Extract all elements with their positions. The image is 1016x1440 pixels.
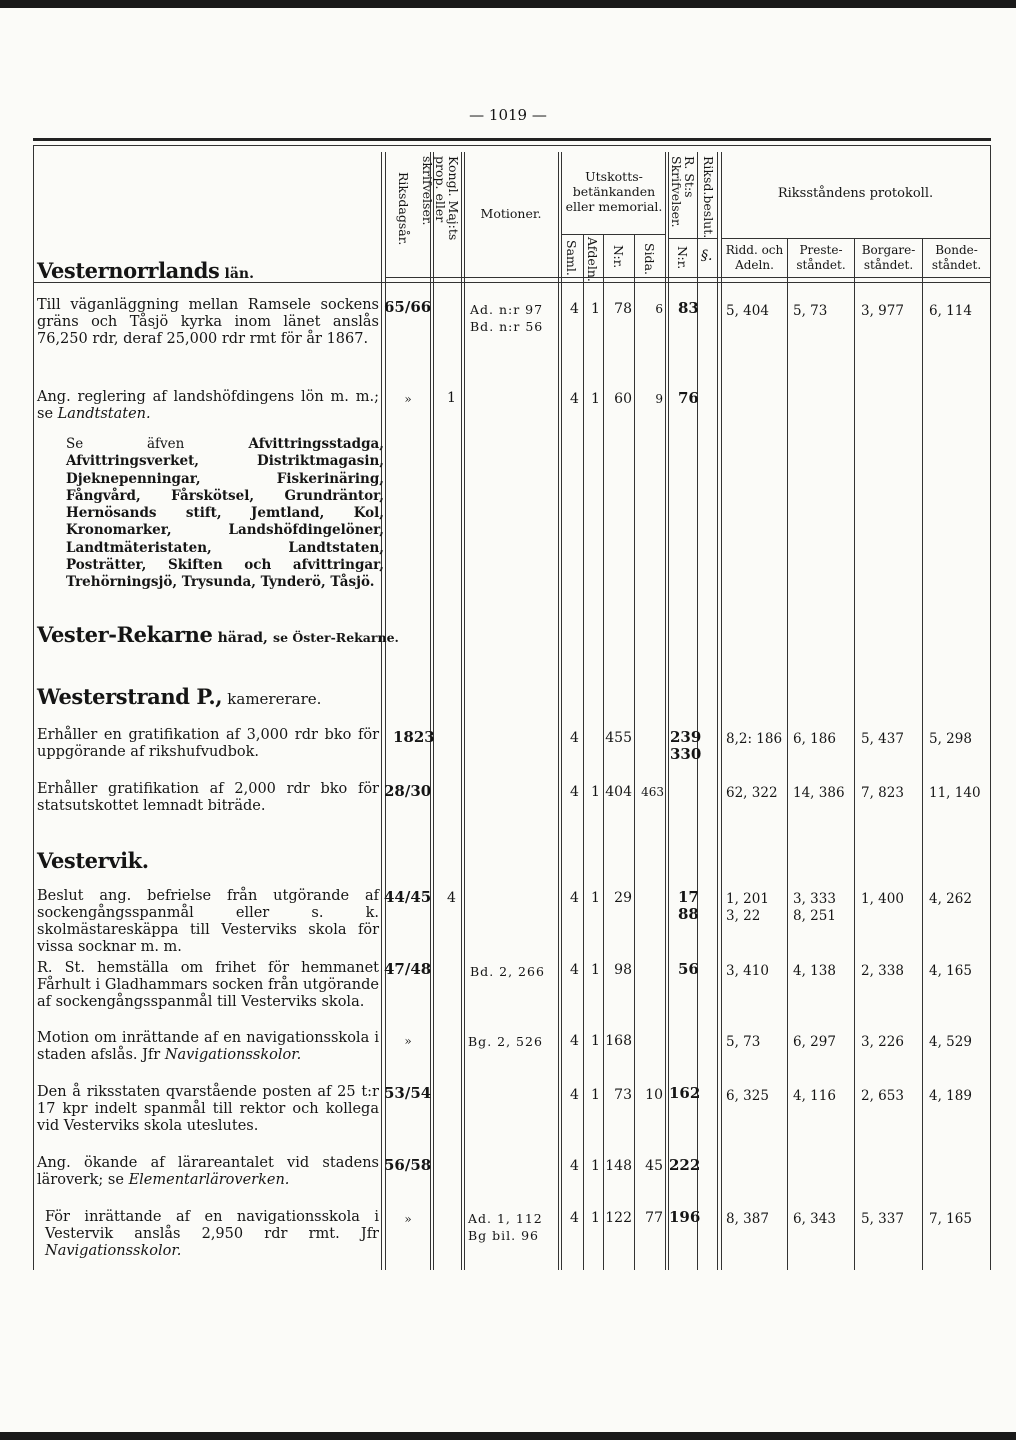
column-line: [665, 152, 666, 1270]
header-preste: Preste- ståndet.: [796, 243, 846, 272]
entry-borgare: 2, 338: [861, 963, 904, 979]
entry-afdeln: 1: [591, 1087, 600, 1103]
column-line: [33, 145, 34, 1270]
entry-saml: 4: [570, 784, 579, 800]
entry-preste: 8, 251: [793, 908, 836, 924]
header-kongl-prop: Kongl. Maj:ts prop. eller skrifvelser.: [420, 156, 461, 241]
top-scan-edge: [0, 0, 1016, 8]
header-riksdagsar: Riksdagsår.: [396, 172, 411, 246]
entry-borgare: 1, 400: [861, 891, 904, 907]
entry-preste: 3, 333: [793, 891, 836, 907]
entry-nr: 168: [605, 1033, 632, 1049]
entry-bonde: 4, 165: [929, 963, 972, 979]
entry-skrifvelse: 239: [670, 728, 702, 746]
entry-sida: 77: [645, 1210, 663, 1226]
section-title: Vesternorrlands: [37, 258, 220, 283]
section-title: Vestervik.: [37, 848, 149, 873]
entry-sida: 463: [641, 785, 664, 799]
entry-skrifvelse: 17: [678, 888, 699, 906]
entry-motion: Ad. 1, 112: [468, 1211, 543, 1226]
entry-bonde: 6, 114: [929, 303, 972, 319]
table-top-rule: [33, 138, 991, 141]
entry-ridd: 8,2: 186: [726, 731, 783, 747]
entry-ridd: 5, 73: [726, 1034, 761, 1050]
see-also-lead: Se äfven: [66, 436, 185, 452]
header-paragraph: §.: [701, 248, 713, 264]
column-line: [922, 238, 923, 1270]
entry-afdeln: 1: [591, 1210, 600, 1226]
entry-bonde: 4, 262: [929, 891, 972, 907]
entry-ridd: 3, 22: [726, 908, 761, 924]
entry-afdeln: 1: [591, 962, 600, 978]
entry-saml: 4: [570, 1158, 579, 1174]
entry-nr: 148: [605, 1158, 632, 1174]
entry-skrifvelse: 162: [669, 1084, 701, 1102]
column-line: [787, 238, 788, 1270]
entry-sida: 45: [645, 1158, 663, 1174]
entry-year: 47/48: [384, 960, 432, 978]
entry-prop: 4: [447, 890, 456, 906]
bottom-scan-edge: [0, 1432, 1016, 1440]
header-riksd-beslut: Riksd.beslut.: [701, 156, 716, 239]
table-top-rule-thin: [33, 145, 991, 146]
header-bonde: Bonde- ståndet.: [931, 243, 982, 272]
section-suffix: kamererare.: [227, 690, 322, 708]
entry-motion: Bg bil. 96: [468, 1228, 540, 1243]
entry-skrifvelse: 56: [678, 960, 699, 978]
entry-nr: 78: [614, 301, 632, 317]
entry-description: R. St. hemställa om frihet för hemmanet Fårhult i Gladhammars socken från utgörande af sockengångsspanmål till Vesterviks skola.: [37, 960, 379, 1010]
header-sida: Sida.: [642, 243, 657, 275]
entry-skrifvelse: 88: [678, 905, 699, 923]
entry-borgare: 3, 977: [861, 303, 904, 319]
section-heading-westerstrand: [37, 684, 321, 709]
entry-year: »: [404, 392, 412, 406]
column-line: [583, 234, 584, 1270]
section-title: Westerstrand P.,: [37, 684, 223, 709]
header-borgare: Borgare- ståndet.: [861, 243, 916, 272]
entry-afdeln: 1: [591, 1158, 600, 1174]
entry-preste: 5, 73: [793, 303, 828, 319]
see-also-list: Afvittringsstadga, Afvittringsverket, Distriktmagasin, Djeknepenningar, Fiskerinäring, Fångvård, Fårskötsel, Grundräntor, Hernösands stift, Jemtland, Kol, Kronomarker, Landshöfdingelöner, Landtmäteristaten, Landtstaten, Posträtter, Skiften och afvittringar, Trehörningsjö, Trysunda, Tynderö, Tåsjö.: [66, 436, 384, 591]
entry-prop: 1: [447, 390, 456, 406]
entry-motion: Bd. 2, 266: [470, 964, 545, 979]
entry-ridd: 8, 387: [726, 1211, 769, 1227]
entry-description: Den å riksstaten qvarstående posten af 25 t:r 17 kpr indelt spanmål till rektor och kollega vid Vesterviks skola uteslutes.: [37, 1084, 379, 1134]
entry-reference: Landtstaten.: [57, 406, 151, 422]
entry-text: Ang. ökande af lärareantalet vid stadens läroverk; se: [37, 1155, 379, 1188]
entry-borgare: 3, 226: [861, 1034, 904, 1050]
entry-nr: 60: [614, 391, 632, 407]
entry-nr: 29: [614, 890, 632, 906]
entry-sida: 9: [655, 392, 663, 406]
entry-description: [45, 1209, 379, 1260]
entry-bonde: 4, 189: [929, 1088, 972, 1104]
header-nr: N:r.: [611, 245, 626, 269]
entry-bonde: 5, 298: [929, 731, 972, 747]
entry-preste: 6, 186: [793, 731, 836, 747]
entry-nr: 455: [605, 730, 632, 746]
entry-year: 53/54: [384, 1084, 432, 1102]
column-line: [430, 152, 431, 1270]
entry-year: 44/45: [384, 888, 432, 906]
entry-ridd: 1, 201: [726, 891, 769, 907]
entry-year: »: [404, 1212, 412, 1226]
entry-bonde: 7, 165: [929, 1211, 972, 1227]
header-rule: [561, 234, 665, 235]
entry-afdeln: 1: [591, 784, 600, 800]
entry-nr: 98: [614, 962, 632, 978]
column-line: [433, 152, 434, 1270]
entry-borgare: 5, 437: [861, 731, 904, 747]
entry-borgare: 5, 337: [861, 1211, 904, 1227]
entry-preste: 6, 297: [793, 1034, 836, 1050]
entry-bonde: 11, 140: [929, 785, 981, 801]
entry-skrifvelse: 76: [678, 389, 699, 407]
header-saml: Saml.: [564, 240, 579, 276]
section-title: Vester-Rekarne: [37, 622, 213, 647]
section-suffix: län.: [224, 266, 254, 282]
entry-text: För inrättande af en navigationsskola i Vestervik anslås 2,950 rdr rmt. Jfr: [45, 1209, 379, 1242]
entry-motion: Bd. n:r 56: [470, 319, 544, 334]
column-line: [990, 145, 991, 1270]
entry-description: [37, 1030, 379, 1064]
entry-saml: 4: [570, 1210, 579, 1226]
entry-ridd: 5, 404: [726, 303, 769, 319]
entry-nr: 122: [605, 1210, 632, 1226]
column-line: [603, 234, 604, 1270]
entry-sida: 6: [655, 302, 663, 316]
entry-saml: 4: [570, 1087, 579, 1103]
entry-saml: 4: [570, 1033, 579, 1049]
page-number: — 1019 —: [469, 106, 547, 124]
column-line: [381, 152, 382, 1270]
header-ridd: Ridd. och Adeln.: [725, 243, 784, 272]
entry-saml: 4: [570, 890, 579, 906]
header-utskott: Utskotts- betänkanden eller memorial.: [565, 169, 663, 214]
column-line: [558, 152, 559, 1270]
entry-borgare: 7, 823: [861, 785, 904, 801]
header-bottom-rule: [385, 277, 990, 278]
column-line: [464, 152, 465, 1270]
entry-saml: 4: [570, 301, 579, 317]
entry-description: Beslut ang. befrielse från utgörande af sockengångsspanmål eller s. k. skolmästareskäppa till Vesterviks skola för vissa socknar m. m.: [37, 888, 379, 955]
column-line: [634, 234, 635, 1270]
entry-ridd: 62, 322: [726, 785, 778, 801]
entry-description: [37, 1155, 379, 1189]
entry-afdeln: 1: [591, 391, 600, 407]
entry-reference: Elementarläroverken.: [128, 1172, 290, 1188]
header-rsts-nr: N:r.: [675, 246, 690, 270]
column-line: [668, 152, 669, 1270]
column-line: [461, 152, 462, 1270]
see-also-block: [66, 436, 384, 592]
entry-skrifvelse: 330: [670, 745, 702, 763]
entry-bonde: 4, 529: [929, 1034, 972, 1050]
entry-description: Erhåller gratifikation af 2,000 rdr bko för statsutskottet lemnadt biträde.: [37, 781, 379, 814]
header-afdeln: Afdeln.: [585, 237, 600, 282]
entry-description: [37, 389, 379, 423]
entry-description: Erhåller en gratifikation af 3,000 rdr bko för uppgörande af rikshufvudbok.: [37, 727, 379, 760]
entry-nr: 73: [614, 1087, 632, 1103]
entry-borgare: 2, 653: [861, 1088, 904, 1104]
entry-year: »: [404, 1034, 412, 1048]
header-rsts: R. St:s Skrifvelser.: [669, 156, 697, 228]
entry-year: 1823: [393, 728, 435, 746]
entry-saml: 4: [570, 730, 579, 746]
entry-skrifvelse: 83: [678, 299, 699, 317]
entry-afdeln: 1: [591, 301, 600, 317]
entry-saml: 4: [570, 391, 579, 407]
entry-reference: Navigationsskolor.: [45, 1243, 182, 1259]
entry-ridd: 6, 325: [726, 1088, 769, 1104]
entry-saml: 4: [570, 962, 579, 978]
section-suffix: härad,: [217, 630, 268, 646]
entry-nr: 404: [605, 784, 632, 800]
section-note: se Öster-Rekarne.: [273, 630, 399, 645]
entry-motion: Ad. n:r 97: [470, 302, 544, 317]
entry-preste: 4, 138: [793, 963, 836, 979]
entry-preste: 14, 386: [793, 785, 845, 801]
section-heading-vester-rekarne: [37, 622, 399, 647]
header-rule: [721, 238, 990, 239]
entry-text: Ang. reglering af landshöfdingens lön m. m.; se: [37, 389, 379, 422]
header-protokoll: Riksståndens protokoll.: [777, 186, 934, 201]
entry-reference: Navigationsskolor.: [164, 1047, 302, 1063]
entry-ridd: 3, 410: [726, 963, 769, 979]
entry-skrifvelse: 222: [669, 1156, 701, 1174]
column-line: [854, 238, 855, 1270]
entry-afdeln: 1: [591, 1033, 600, 1049]
entry-description: Till väganläggning mellan Ramsele sockens gräns och Tåsjö kyrka inom länet anslås 76,250 rdr, deraf 25,000 rdr rmt för år 1867.: [37, 297, 379, 347]
column-line: [697, 152, 698, 1270]
column-line: [721, 152, 722, 1270]
entry-preste: 4, 116: [793, 1088, 836, 1104]
section-heading-vestervik: [37, 848, 149, 873]
header-motioner: Motioner.: [480, 206, 542, 221]
entry-year: 28/30: [384, 782, 432, 800]
entry-year: 65/66: [384, 298, 432, 316]
column-line: [717, 152, 718, 1270]
column-line: [385, 152, 386, 1270]
entry-year: 56/58: [384, 1156, 432, 1174]
entry-preste: 6, 343: [793, 1211, 836, 1227]
entry-afdeln: 1: [591, 890, 600, 906]
entry-sida: 10: [645, 1087, 663, 1103]
column-line: [561, 152, 562, 1270]
entry-text: Motion om inrättande af en navigationsskola i staden afslås. Jfr: [37, 1030, 379, 1063]
entry-motion: Bg. 2, 526: [468, 1034, 543, 1049]
entry-skrifvelse: 196: [669, 1208, 701, 1226]
section-heading-vesternorrland: [37, 258, 254, 283]
